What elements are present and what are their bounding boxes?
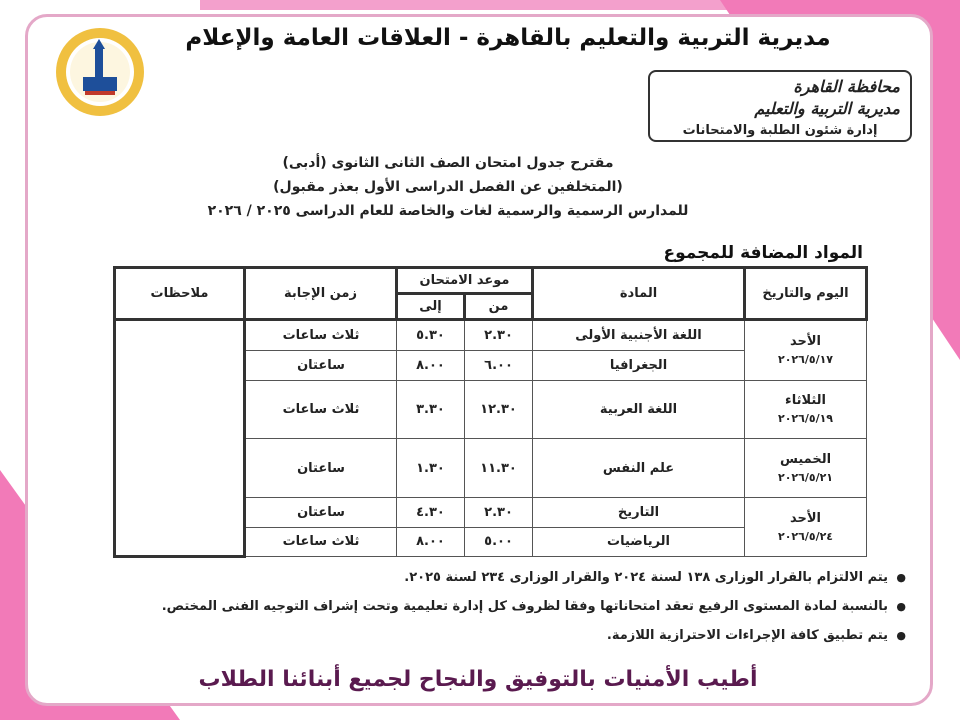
to-cell: ١.٣٠ [397,439,465,498]
day-name: الخميس [779,452,832,468]
day-cell [745,380,867,439]
header-notes: ملاحظات [115,268,245,320]
from-cell: ٢.٣٠ [465,498,533,527]
page-title: مديرية التربية والتعليم بالقاهرة - العلاقات العامة والإعلام [185,25,831,51]
stamp-department: إدارة شئون الطلبة والامتحانات [682,123,878,138]
day-date: ٢٠٢٦/٥/٢١ [777,471,834,485]
to-cell: ٣.٣٠ [397,380,465,439]
from-cell: ٥.٠٠ [465,527,533,556]
duration-cell: ثلاث ساعات [245,527,397,556]
day-name: الأحد [790,511,822,527]
day-name: الثلاثاء [785,393,826,409]
to-cell: ٤.٣٠ [397,498,465,527]
heading-line-3: للمدارس الرسمية والرسمية لغات والخاصة للعام الدراسى ٢٠٢٥ / ٢٠٢٦ [207,203,689,219]
subject-cell: علم النفس [533,439,745,498]
duration-cell: ثلاث ساعات [245,320,397,351]
document-frame [25,14,933,706]
subject-cell: اللغة العربية [533,380,745,439]
notes-list [148,563,906,650]
header-exam-time: موعد الامتحان [397,268,533,294]
duration-cell: ساعتان [245,351,397,380]
day-date: ٢٠٢٦/٥/٢٤ [777,530,834,544]
exam-schedule-table [113,266,868,558]
list-item: ● بالنسبة لمادة المستوى الرفيع تعقد امتحاناتها وفقا لظروف كل إدارة تعليمية وتحت إشراف التوجيه الفنى المختص. [148,592,888,621]
day-name: الأحد [790,334,822,350]
directorate-logo-icon [55,27,145,117]
document-heading [168,151,728,223]
duration-cell: ساعتان [245,439,397,498]
list-item: ● يتم تطبيق كافة الإجراءات الاحترازية اللازمة. [148,621,888,650]
from-cell: ١١.٣٠ [465,439,533,498]
header-subject: المادة [533,268,745,320]
day-date: ٢٠٢٦/٥/١٧ [777,353,834,367]
day-cell [745,320,867,381]
official-stamp [648,70,912,142]
list-item: ● يتم الالتزام بالقرار الوزارى ١٣٨ لسنة ٢٠٢٤ والقرار الوزارى ٢٣٤ لسنة ٢٠٢٥. [148,563,888,592]
header-to: إلى [397,294,465,320]
subject-cell: التاريخ [533,498,745,527]
day-cell [745,439,867,498]
subject-cell: اللغة الأجنبية الأولى [533,320,745,351]
table-row [115,320,867,351]
header-from: من [465,294,533,320]
heading-line-2: (المتخلفين عن الفصل الدراسى الأول بعذر مقبول) [273,179,623,195]
closing-message: أطيب الأمنيات بالتوفيق والنجاح لجميع أبنائنا الطلاب [198,667,758,692]
to-cell: ٨.٠٠ [397,527,465,556]
from-cell: ١٢.٣٠ [465,380,533,439]
top-decorative-band [200,0,800,10]
stamp-directorate: مديرية التربية والتعليم [754,99,900,118]
duration-cell: ثلاث ساعات [245,380,397,439]
header-duration: زمن الإجابة [245,268,397,320]
heading-line-1: مقترح جدول امتحان الصف الثانى الثانوى (أدبى) [282,155,614,171]
day-date: ٢٠٢٦/٥/١٩ [777,412,834,426]
subject-cell: الجغرافيا [533,351,745,380]
from-cell: ٦.٠٠ [465,351,533,380]
to-cell: ٥.٣٠ [397,320,465,351]
header-day-date: اليوم والتاريخ [745,268,867,320]
notes-cell [115,320,245,557]
subject-cell: الرياضيات [533,527,745,556]
stamp-governorate: محافظة القاهرة [793,77,900,96]
from-cell: ٢.٣٠ [465,320,533,351]
section-heading: المواد المضافة للمجموع [663,243,863,263]
duration-cell: ساعتان [245,498,397,527]
to-cell: ٨.٠٠ [397,351,465,380]
day-cell [745,498,867,557]
